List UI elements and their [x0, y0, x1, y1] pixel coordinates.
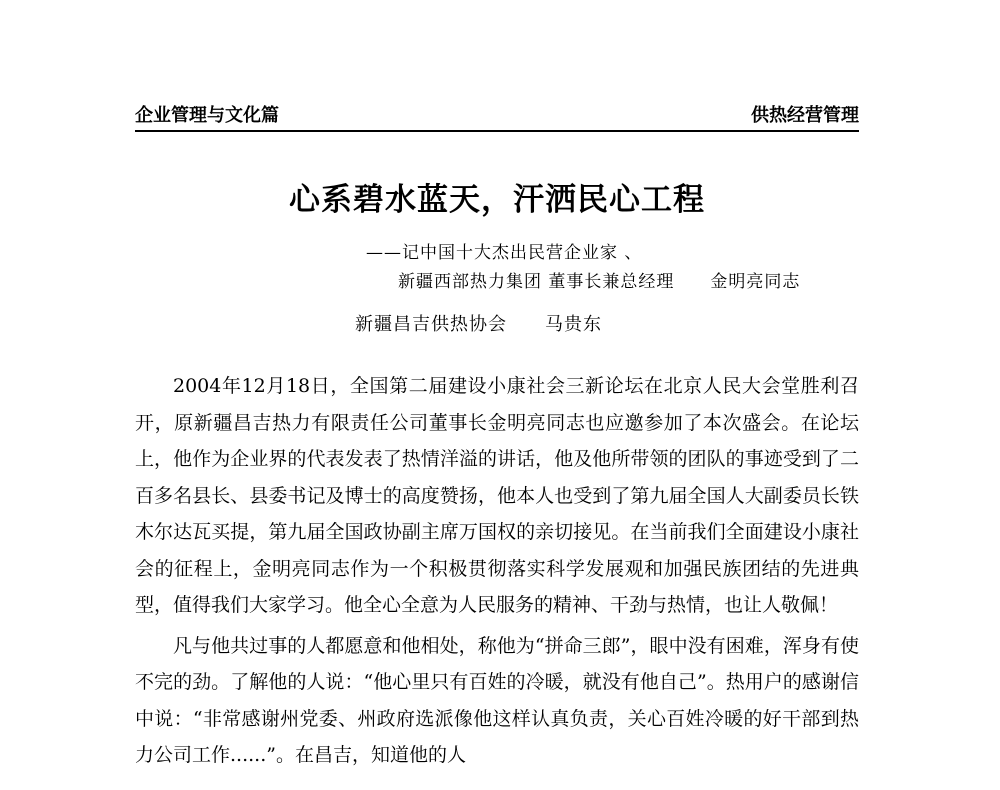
section-title-left: 企业管理与文化篇 — [135, 105, 279, 126]
body-paragraph-1: 2004年12月18日，全国第二届建设小康社会三新论坛在北京人民大会堂胜利召开，原新疆昌吉热力有限责任公司董事长金明亮同志也应邀参加了本次盛会。在论坛上，他作为企业界的代表发表了热情洋溢的讲话，他及他所带领的团队的事迹受到了二百多名县长、县委书记及博士的高度赞扬，他本人也受到了第九届全国人大副委员长铁木尔达瓦买提，第九届全国政协副主席万国权的亲切接见。在当前我们全面建设小康社会的征程上，金明亮同志作为一个积极贯彻落实科学发展观和加强民族团结的先进典型，值得我们大家学习。他全心全意为人民服务的精神、干劲与热情，也让人敬佩！ — [135, 375, 859, 616]
article-title: 心系碧水蓝天，汗洒民心工程 — [289, 182, 705, 218]
article-subtitle-line-1: ——记中国十大杰出民营企业家 、 — [366, 243, 643, 263]
section-title-right: 供热经营管理 — [751, 105, 859, 126]
running-header — [135, 104, 859, 132]
article-body — [135, 368, 859, 778]
article-subtitle-line-2: 新疆西部热力集团 董事长兼总经理 金明亮同志 — [398, 272, 801, 292]
header-divider — [135, 130, 859, 132]
article-byline: 新疆昌吉供热协会 马贵东 — [355, 314, 602, 335]
body-paragraph-2: 凡与他共过事的人都愿意和他相处，称他为“拼命三郎”，眼中没有困难，浑身有使不完的劲。了解他的人说：“他心里只有百姓的冷暖，就没有他自己”。热用户的感谢信中说：“非常感谢州党委、州政府选派像他这样认真负责，关心百姓冷暖的好干部到热力公司工作......”。在昌吉，知道他的人 — [135, 634, 859, 766]
